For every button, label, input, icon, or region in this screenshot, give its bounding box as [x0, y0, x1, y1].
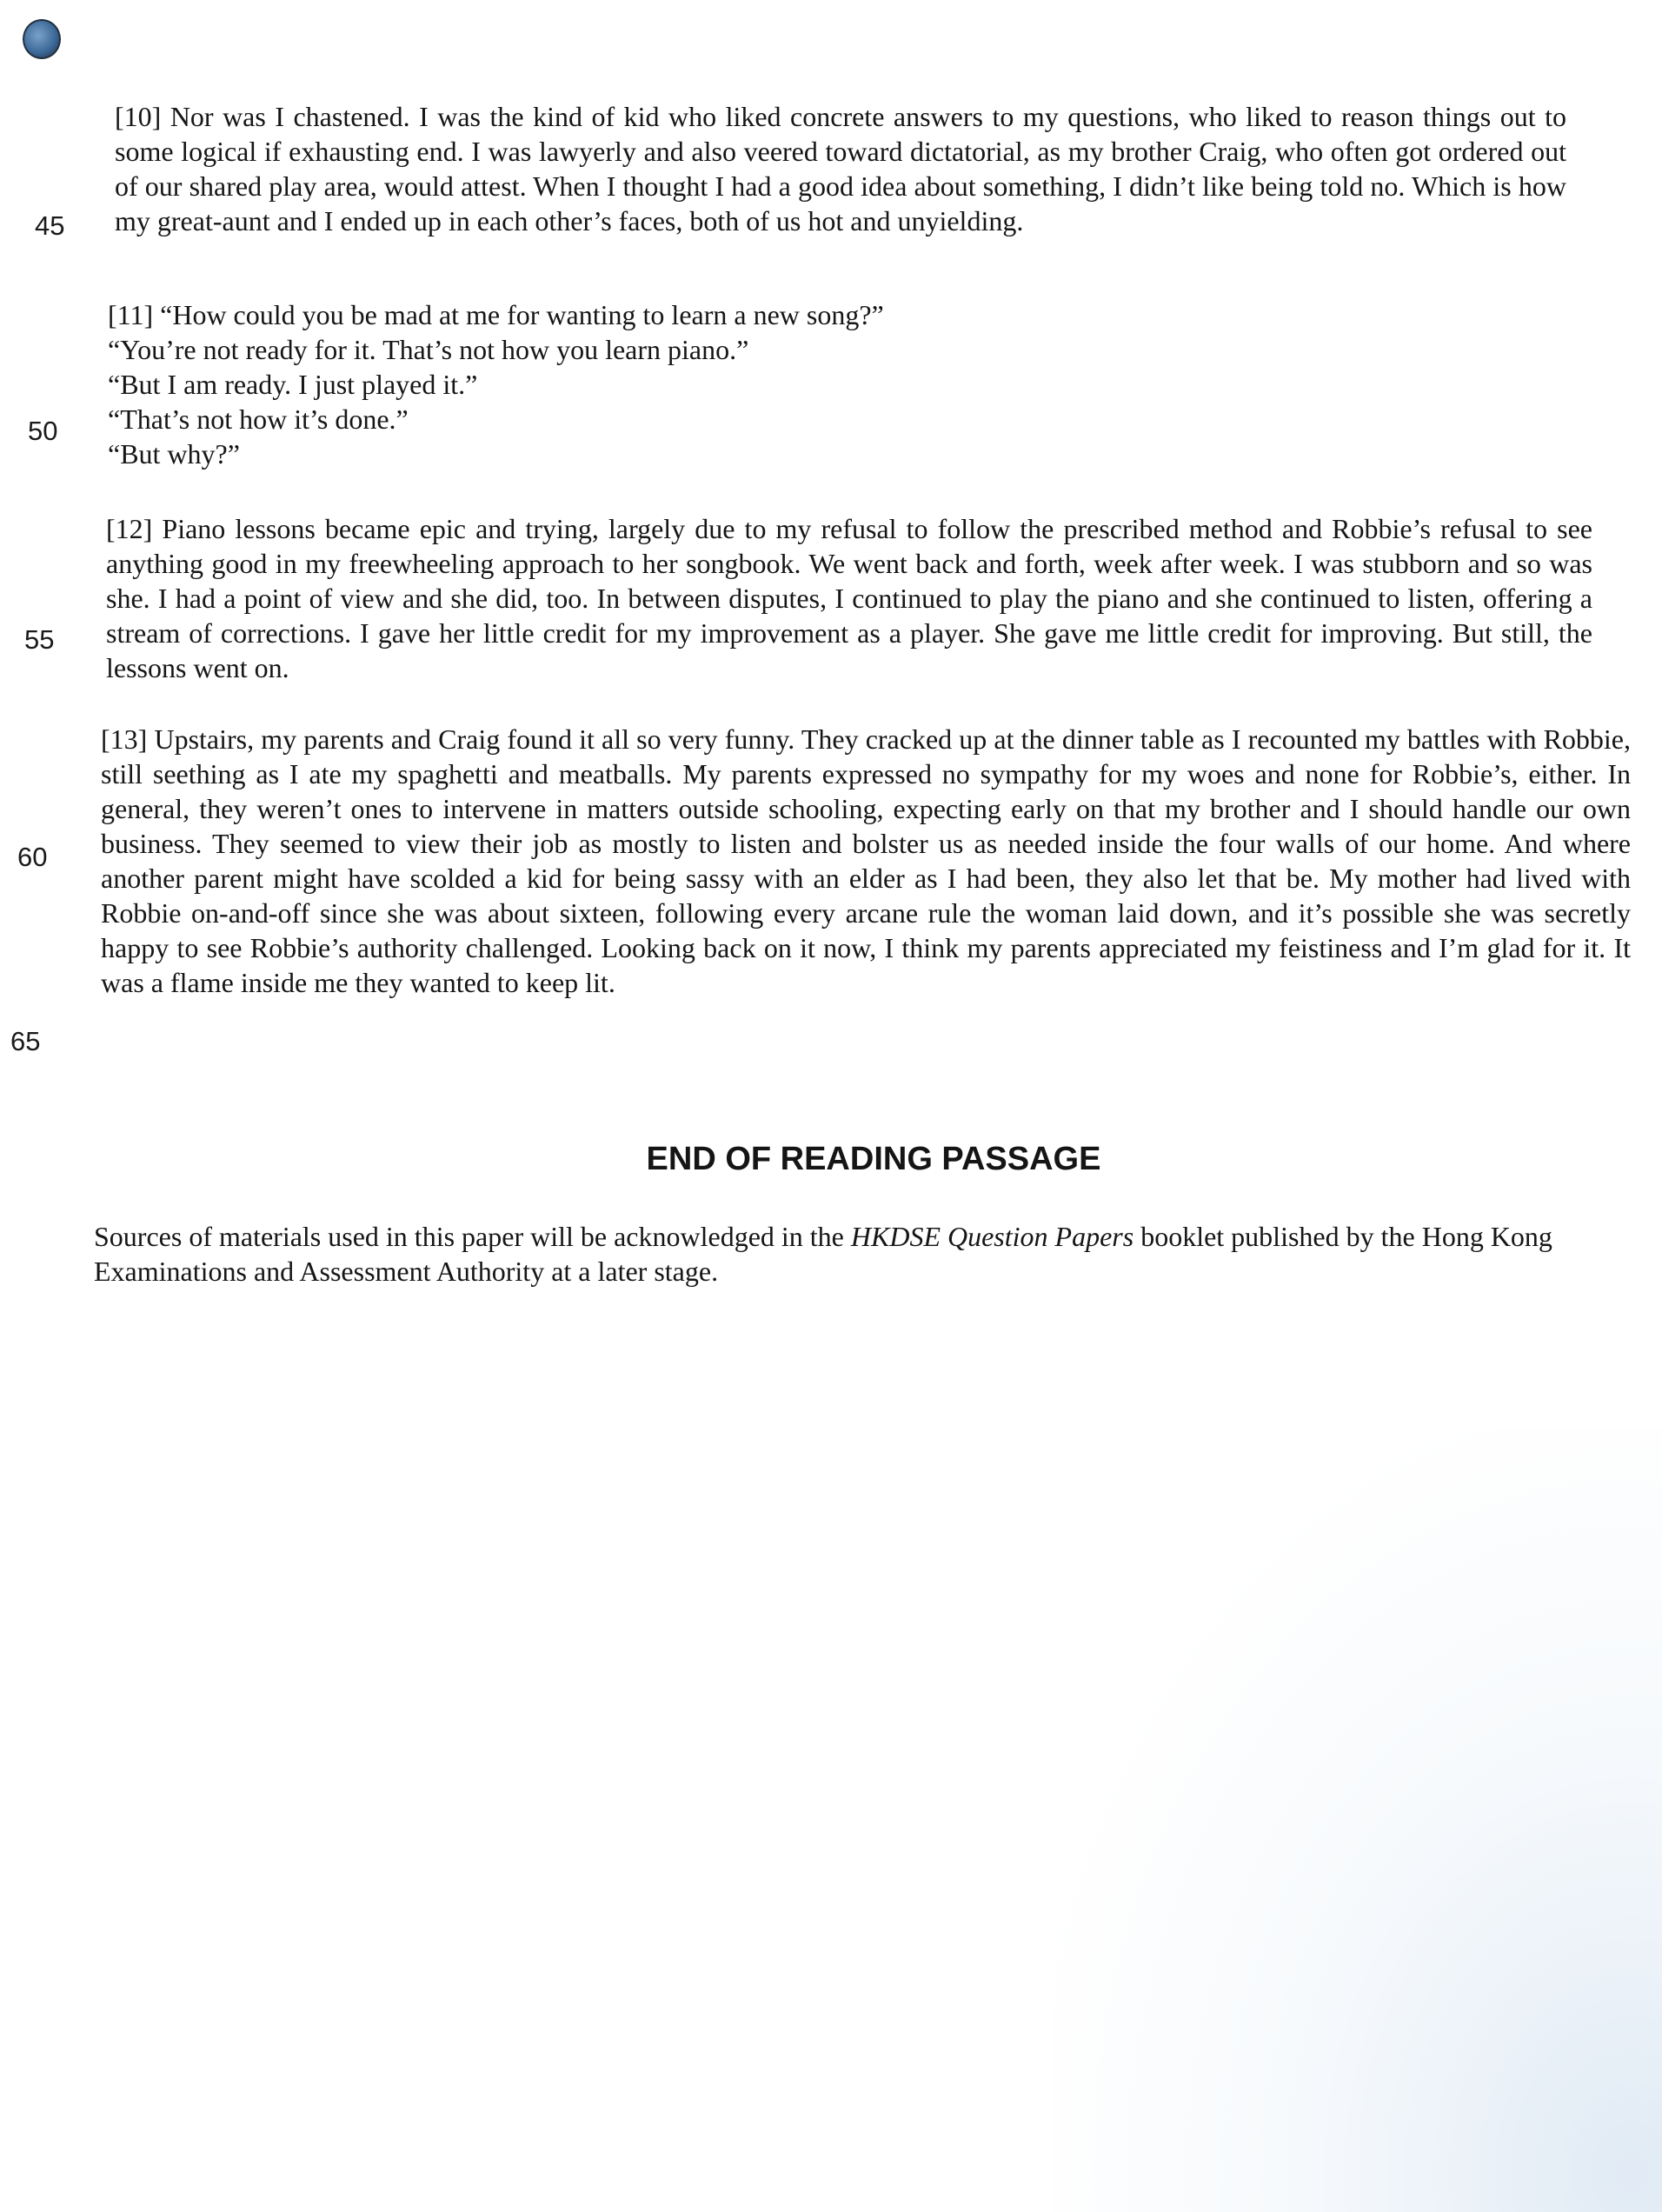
paragraph-text: Piano lessons became epic and trying, largely due to my refusal to follow the prescribed method and Robbie’s refusal to see anything good in my freewheeling approach to her songbook. We went back and forth, week after week. I was stubborn and so was she. I had a point of view and she did, too. In between disputes, I continued to play the piano and she continued to listen, offering a stream of corrections. I gave her little credit for my improvement as a player. She gave me little credit for improving. But still, the lessons went on.	[106, 513, 1593, 683]
paragraph-number: [12]	[106, 513, 153, 544]
binder-hole-mark	[23, 19, 61, 59]
dialogue-line: “You’re not ready for it. That’s not how you learn piano.”	[108, 334, 749, 365]
paragraph-13	[101, 722, 1631, 1000]
dialogue-line: [11] “How could you be mad at me for wanting to learn a new song?”	[108, 299, 884, 330]
dialogue-line: “That’s not how it’s done.”	[108, 403, 409, 435]
paper-shadow	[1054, 1429, 1662, 2212]
sources-note: Sources of materials used in this paper will be acknowledged in the HKDSE Question Papers booklet published by the Hong Kong Examinations and Assessment Authority at a later stage.	[94, 1221, 1552, 1287]
paragraph-number: [13]	[101, 723, 148, 755]
line-number-65: 65	[10, 1026, 41, 1056]
paragraph-11	[108, 297, 884, 471]
paragraph-12	[106, 511, 1592, 685]
line-number-50: 50	[28, 416, 58, 446]
paragraph-10	[115, 99, 1566, 238]
end-of-passage-heading: END OF READING PASSAGE	[646, 1141, 1101, 1177]
dialogue-line: “But why?”	[108, 438, 240, 470]
paragraph-text: Nor was I chastened. I was the kind of kid who liked concrete answers to my questions, who liked to reason things out to some logical if exhausting end. I was lawyerly and also veered toward dictatorial, as my brother Craig, who often got ordered out of our shared play area, would attest. When I thought I had a good idea about something, I didn’t like being told no. Which is how my great-aunt and I ended up in each other’s faces, both of us hot and unyielding.	[115, 101, 1567, 237]
paragraph-text: Upstairs, my parents and Craig found it all so very funny. They cracked up at the dinner table as I recounted my battles with Robbie, still seething as I ate my spaghetti and meatballs. My parents expressed no sympathy for my woes and none for Robbie’s, either. In general, they weren’t ones to intervene in matters outside schooling, expecting early on that my brother and I should handle our own business. They seemed to view their job as mostly to listen and bolster us as needed inside the four walls of our home. And where another parent might have scolded a kid for being sassy with an elder as I had been, they also let that be. My mother had lived with Robbie on-and-off since she was about sixteen, following every arcane rule the woman laid down, and it’s possible she was secretly happy to see Robbie’s authority challenged. Looking back on it now, I think my parents appreciated my feistiness and I’m glad for it. It was a flame inside me they wanted to keep lit.	[101, 723, 1632, 998]
dialogue-line: “But I am ready. I just played it.”	[108, 369, 478, 400]
paragraph-number: [10]	[115, 101, 162, 132]
publication-title: HKDSE Question Papers	[850, 1221, 1134, 1252]
line-number-55: 55	[24, 624, 55, 655]
line-number-60: 60	[17, 842, 48, 872]
paragraph-number: [11]	[108, 299, 154, 330]
line-number-45: 45	[35, 210, 65, 241]
